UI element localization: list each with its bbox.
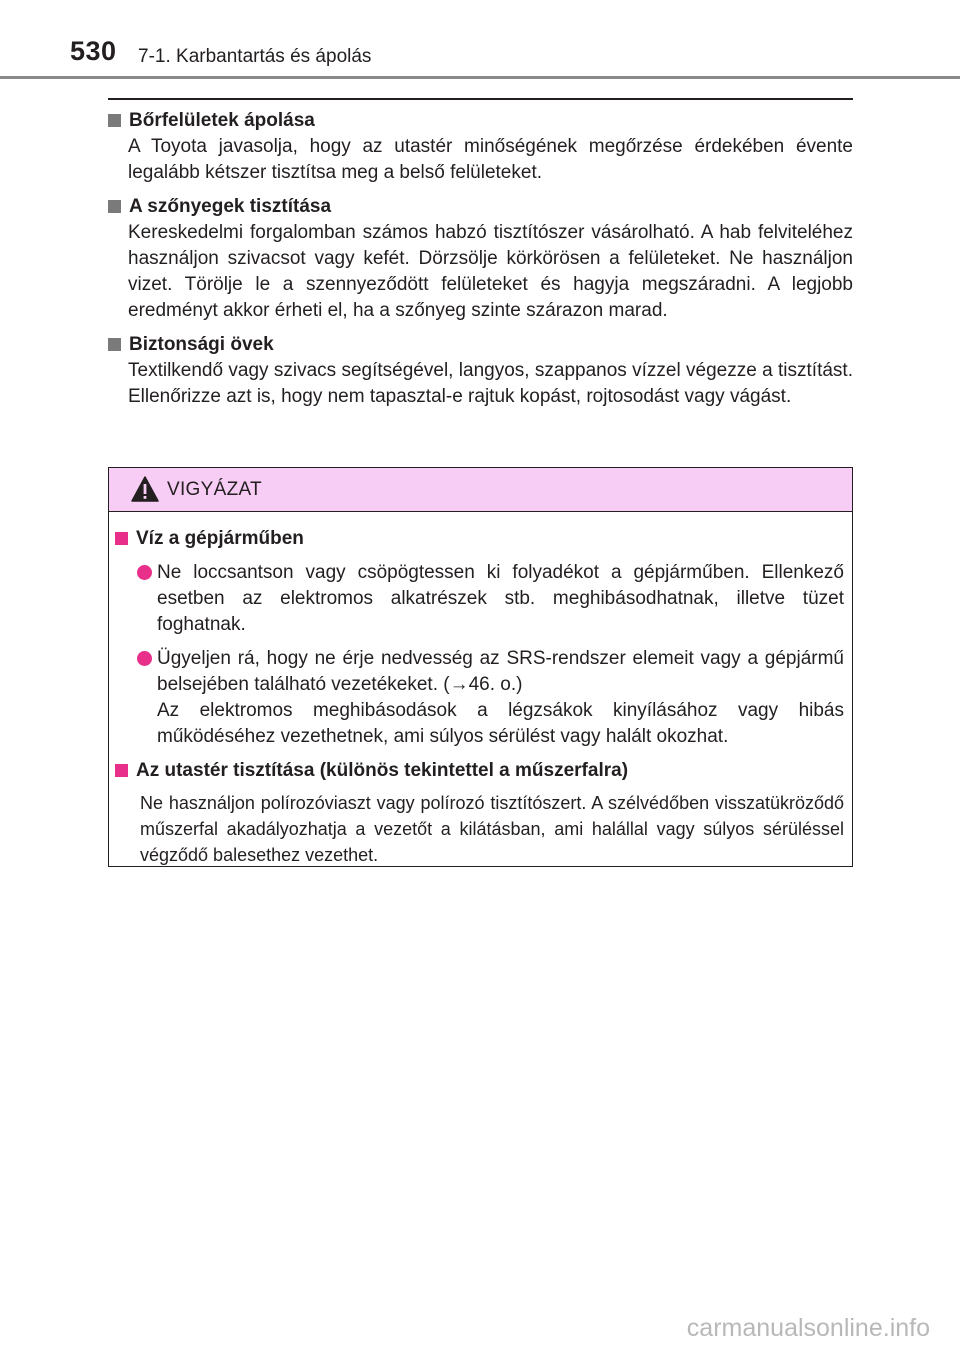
caution-bullet (115, 560, 844, 638)
watermark: carmanualsonline.info (686, 1314, 930, 1342)
section-heading-text: A szőnyegek tisztítása (129, 196, 332, 217)
square-bullet-icon (108, 200, 121, 213)
caution-heading-text: Az utastér tisztítása (különös tekintettel a műszerfalra) (136, 760, 629, 781)
section-heading (108, 108, 853, 134)
section-text: Kereskedelmi forgalomban számos habzó tisztítószer vásárolható. A hab felviteléhez használjon szivacsot vagy kefét. Dörzsölje körkörösen a felületeket. Ne használjon vizet. Törölje le a szennyeződött felületeket és hagyja megszáradni. A legjobb eredményt akkor érheti el, ha a szőnyeg szinte szárazon marad. (128, 222, 853, 321)
header-divider (0, 76, 960, 79)
page-number: 530 (70, 36, 117, 66)
section-heading (108, 194, 853, 220)
bullet-text: Ne loccsantson vagy csöpögtessen ki folyadékot a gépjárműben. Ellenkező esetben az elektromos alkatrészek stb. meghibásodhatnak, illetve tüzet foghatnak. (157, 562, 844, 635)
section-heading-text: Bőrfelületek ápolása (129, 110, 315, 131)
content-divider (108, 98, 853, 100)
caution-heading (115, 758, 844, 784)
section-seatbelts (108, 332, 853, 410)
section-heading (108, 332, 853, 358)
round-bullet-icon (137, 651, 152, 666)
section-carpet (108, 194, 853, 324)
caution-heading (115, 526, 844, 552)
round-bullet-icon (137, 565, 152, 580)
caution-title: VIGYÁZAT (167, 479, 262, 500)
caution-heading-text: Víz a gépjárműben (136, 528, 304, 549)
page-header (0, 0, 960, 80)
square-bullet-icon (108, 338, 121, 351)
section-title: 7-1. Karbantartás és ápolás (138, 46, 372, 67)
warning-triangle-icon (131, 476, 159, 502)
bullet-text: Ügyeljen rá, hogy ne érje nedvesség az SRS-rendszer elemeit vagy a gépjármű belsejében található vezetékeket. (→46. o.) (157, 648, 844, 695)
caution-text: Ne használjon polírozóviaszt vagy polírozó tisztítószert. A szélvédőben visszatükröződő műszerfal akadályozhatja a vezetőt a kilátásban, ami halállal vagy súlyos sérüléssel végződő balesethez vezethet. (140, 793, 844, 865)
section-text: Textilkendő vagy szivacs segítségével, langyos, szappanos vízzel végezze a tisztítást. Ellenőrizze azt is, hogy nem tapasztal-e rajtuk kopást, rojtosodást vagy vágást. (128, 360, 853, 407)
caution-bullet (115, 646, 844, 750)
caution-body (109, 512, 852, 868)
square-bullet-icon (115, 764, 128, 777)
bullet-text: Az elektromos meghibásodások a légzsákok kinyílásához vagy hibás működéséhez vezethetnek, ami súlyos sérülést vagy halált okozhat. (157, 700, 844, 747)
section-leather (108, 108, 853, 186)
caution-header (109, 468, 852, 512)
section-heading-text: Biztonsági övek (129, 334, 274, 355)
caution-box (108, 467, 853, 867)
section-text: A Toyota javasolja, hogy az utastér minőségének megőrzése érdekében évente legalább kétszer tisztítsa meg a belső felületeket. (128, 136, 853, 183)
square-bullet-icon (108, 114, 121, 127)
main-content (108, 108, 853, 418)
square-bullet-icon (115, 532, 128, 545)
